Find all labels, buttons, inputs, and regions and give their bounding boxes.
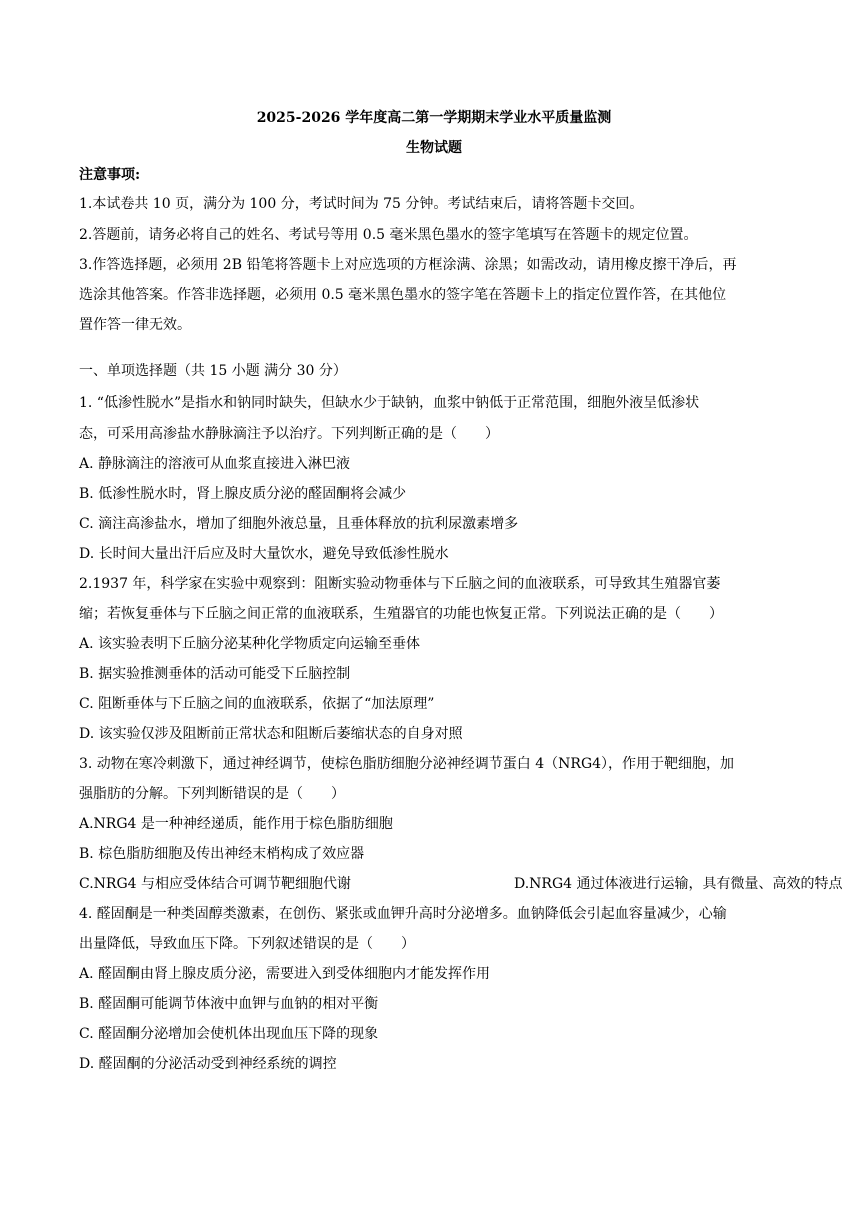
notice-item: 选涂其他答案。作答非选择题，必须用 0.5 毫米黑色墨水的签字笔在答题卡上的指定位置作答，在其他位	[79, 287, 727, 303]
question-3-option-c: C.NRG4 与相应受体结合可调节靶细胞代谢	[79, 876, 351, 892]
question-3-option-d: D.NRG4 通过体液进行运输，具有微量、高效的特点	[514, 876, 843, 892]
question-2-option-d: D. 该实验仅涉及阻断前正常状态和阻断后萎缩状态的自身对照	[79, 726, 463, 742]
question-1-stem: 态，可采用高渗盐水静脉滴注予以治疗。下列判断正确的是（ ）	[79, 426, 499, 442]
question-2-option-c: C. 阻断垂体与下丘脑之间的血液联系，依据了“加法原理”	[79, 696, 435, 712]
question-4-option-b: B. 醛固酮可能调节体液中血钾与血钠的相对平衡	[79, 996, 379, 1012]
question-4-option-a: A. 醛固酮由肾上腺皮质分泌，需要进入到受体细胞内才能发挥作用	[79, 966, 491, 982]
notice-item: 3.作答选择题，必须用 2B 铅笔将答题卡上对应选项的方框涂满、涂黑；如需改动，请用橡皮擦干净后，再	[79, 257, 737, 273]
question-3-options-cd	[79, 875, 843, 893]
question-3-option-a: A.NRG4 是一种神经递质，能作用于棕色脂肪细胞	[79, 816, 393, 832]
question-4-stem: 4. 醛固酮是一种类固醇类激素，在创伤、紧张或血钾升高时分泌增多。血钠降低会引起血容量减少，心输	[79, 906, 727, 922]
notice-item: 1.本试卷共 10 页，满分为 100 分，考试时间为 75 分钟。考试结束后，请将答题卡交回。	[79, 196, 644, 212]
question-1-stem: 1. “低渗性脱水”是指水和钠同时缺失，但缺水少于缺钠，血浆中钠低于正常范围，细胞外液呈低渗状	[79, 395, 700, 411]
question-1-option-a: A. 静脉滴注的溶液可从血浆直接进入淋巴液	[79, 456, 351, 472]
question-2-stem: 2.1937 年，科学家在实验中观察到：阻断实验动物垂体与下丘脑之间的血液联系，可导致其生殖器官萎	[79, 576, 721, 592]
question-1-option-c: C. 滴注高渗盐水，增加了细胞外液总量，且垂体释放的抗利尿激素增多	[79, 516, 519, 532]
question-1-option-d: D. 长时间大量出汗后应及时大量饮水，避免导致低渗性脱水	[79, 546, 449, 562]
notice-item: 2.答题前，请务必将自己的姓名、考试号等用 0.5 毫米黑色墨水的签字笔填写在答题卡的规定位置。	[79, 227, 698, 243]
subject-title: 生物试题	[406, 140, 462, 156]
question-2-stem: 缩；若恢复垂体与下丘脑之间正常的血液联系，生殖器官的功能也恢复正常。下列说法正确的是（ ）	[79, 606, 723, 622]
question-2-option-b: B. 据实验推测垂体的活动可能受下丘脑控制	[79, 666, 351, 682]
question-4-option-c: C. 醛固酮分泌增加会使机体出现血压下降的现象	[79, 1026, 379, 1042]
question-3-option-b: B. 棕色脂肪细胞及传出神经末梢构成了效应器	[79, 846, 365, 862]
question-2-option-a: A. 该实验表明下丘脑分泌某种化学物质定向运输至垂体	[79, 636, 421, 652]
question-4-stem: 出量降低，导致血压下降。下列叙述错误的是（ ）	[79, 936, 415, 952]
question-1-option-b: B. 低渗性脱水时，肾上腺皮质分泌的醛固酮将会减少	[79, 486, 407, 502]
notice-heading: 注意事项:	[79, 167, 141, 183]
section-title: 一、单项选择题（共 15 小题 满分 30 分）	[79, 363, 347, 379]
question-3-stem: 强脂肪的分解。下列判断错误的是（ ）	[79, 786, 345, 802]
exam-title: 2025-2026 学年度高二第一学期期末学业水平质量监测	[256, 110, 612, 126]
question-4-option-d: D. 醛固酮的分泌活动受到神经系统的调控	[79, 1056, 337, 1072]
notice-item: 置作答一律无效。	[79, 317, 191, 333]
question-3-stem: 3. 动物在寒冷刺激下，通过神经调节，使棕色脂肪细胞分泌神经调节蛋白 4（NRG4），作用于靶细胞，加	[79, 756, 735, 772]
